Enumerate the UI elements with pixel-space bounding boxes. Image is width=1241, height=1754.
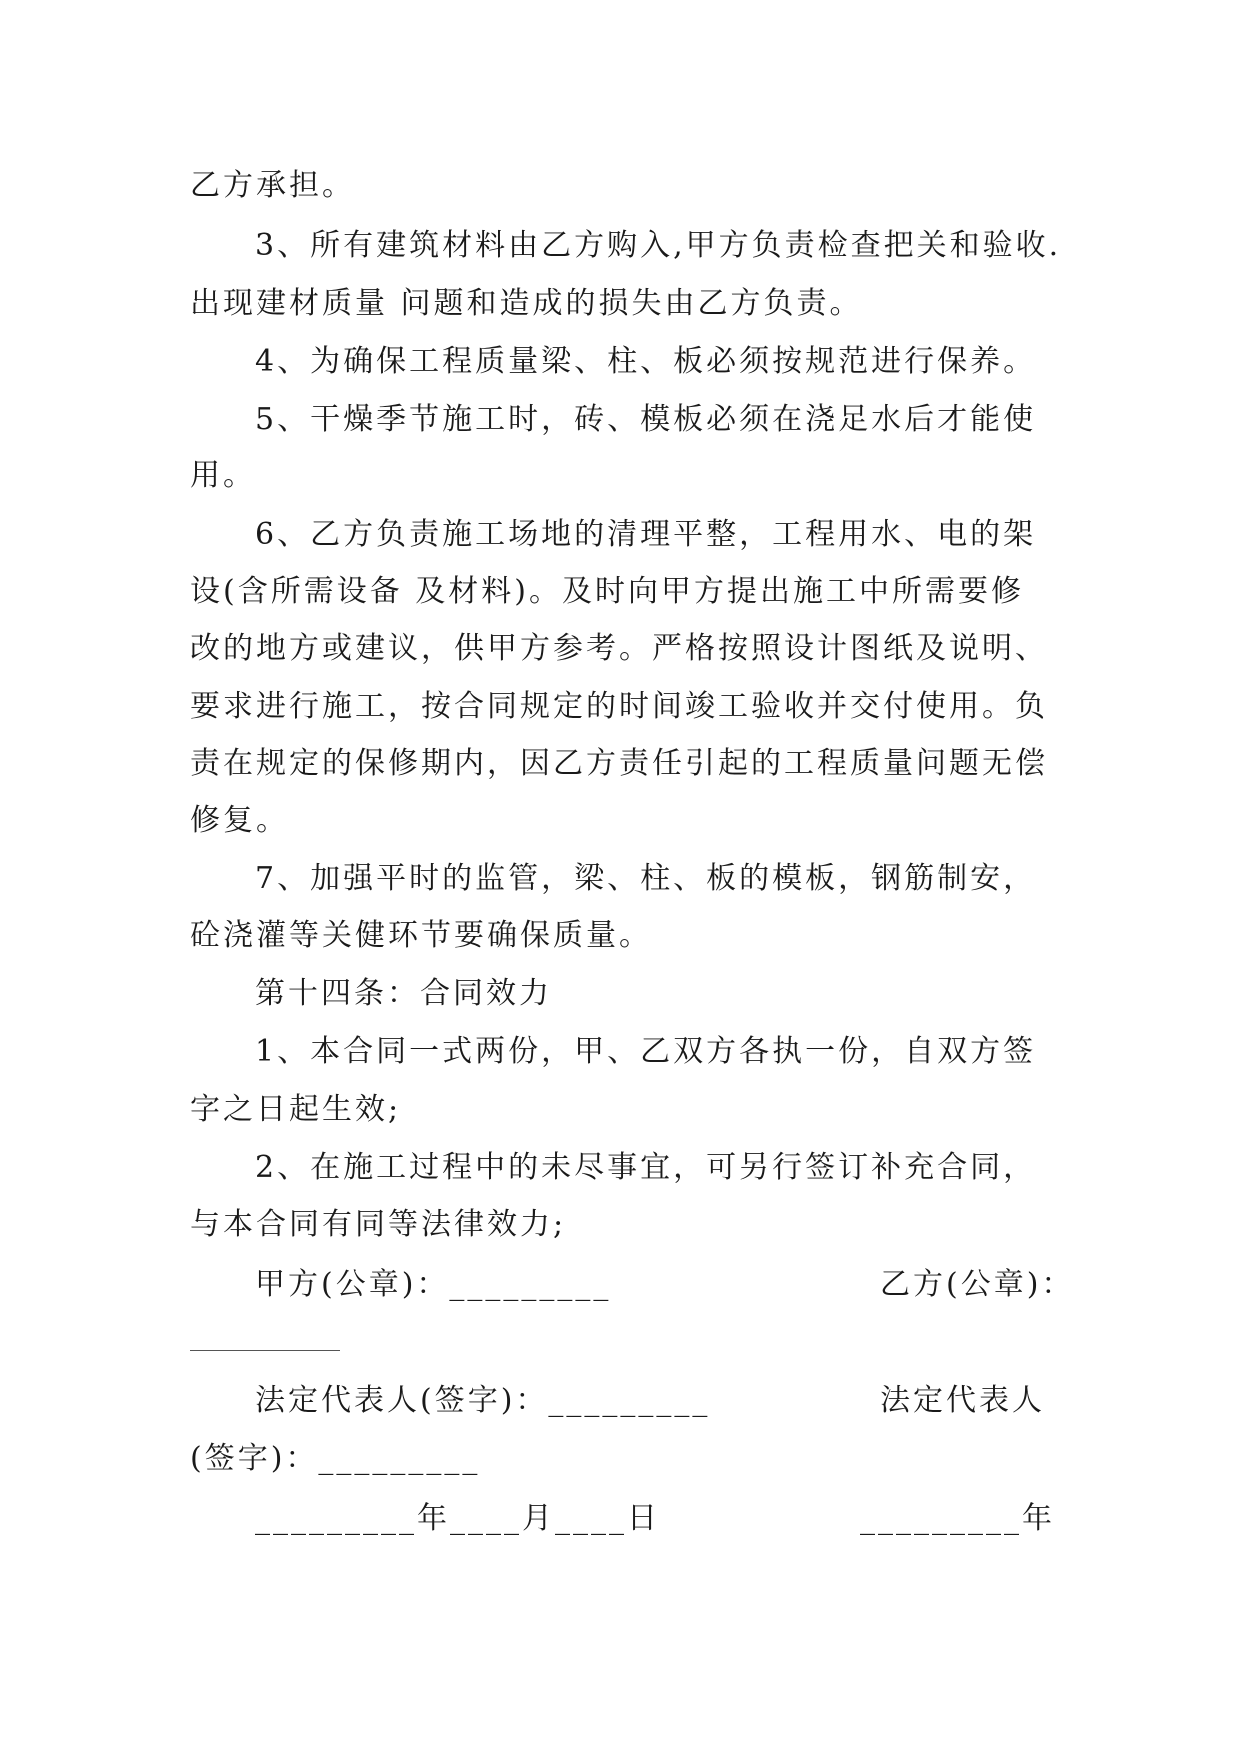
party-a-representative: 法定代表人(签字)：_________ [255, 1383, 711, 1418]
text-line: 要求进行施工，按合同规定的时间竣工验收并交付使用。负 [190, 689, 1048, 724]
text-line: 7、加强平时的监管，梁、柱、板的模板，钢筋制安， [255, 861, 1037, 896]
text-line: 设(含所需设备 及材料)。及时向甲方提出施工中所需要修 [190, 574, 1024, 609]
text-line: 修复。 [190, 803, 289, 838]
text-line: 用。 [190, 458, 256, 493]
text-line: 1、本合同一式两份，甲、乙双方各执一份，自双方签 [255, 1034, 1037, 1069]
section-heading: 第十四条：合同效力 [255, 976, 552, 1011]
text-line: 责在规定的保修期内，因乙方责任引起的工程质量问题无偿 [190, 746, 1048, 781]
text-line: 2、在施工过程中的未尽事宜，可另行签订补充合同， [255, 1150, 1037, 1185]
text-line: 3、所有建筑材料由乙方购入,甲方负责检查把关和验收. [255, 228, 1062, 263]
party-b-representative: 法定代表人 [880, 1383, 1045, 1418]
date-party-a: _________年____月____日 [255, 1501, 660, 1536]
text-line: 砼浇灌等关健环节要确保质量。 [190, 918, 652, 953]
party-b-representative-sign: (签字)：_________ [190, 1441, 481, 1476]
text-line: 与本合同有同等法律效力; [190, 1207, 567, 1242]
text-line: 4、为确保工程质量梁、柱、板必须按规范进行保养。 [255, 344, 1037, 379]
party-b-seal: 乙方(公章)： [880, 1267, 1075, 1302]
text-line: 5、干燥季节施工时，砖、模板必须在浇足水后才能使 [255, 402, 1037, 437]
text-line: 出现建材质量 问题和造成的损失由乙方负责。 [190, 286, 863, 321]
party-a-seal: 甲方(公章)：_________ [255, 1267, 612, 1302]
text-line: 改的地方或建议，供甲方参考。严格按照设计图纸及说明、 [190, 631, 1048, 666]
date-party-b: _________年 [860, 1501, 1055, 1536]
text-line: 6、乙方负责施工场地的清理平整，工程用水、电的架 [255, 517, 1037, 552]
signature-underline [190, 1350, 340, 1351]
text-line: 字之日起生效; [190, 1092, 402, 1127]
text-line: 乙方承担。 [190, 168, 355, 203]
